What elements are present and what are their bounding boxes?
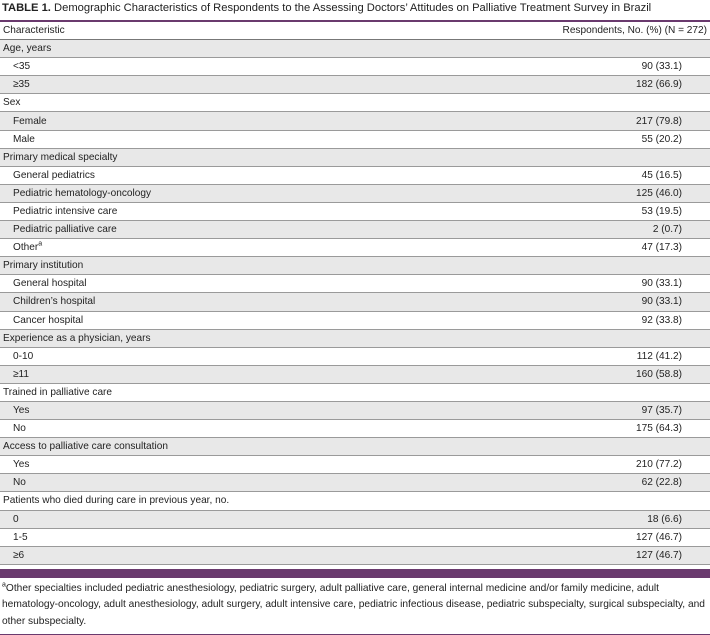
row-label-text: Children’s hospital bbox=[13, 296, 96, 308]
row-label-text: Experience as a physician, years bbox=[3, 332, 151, 344]
row-value: 182 (66.9) bbox=[635, 79, 682, 91]
row-label-text: Other bbox=[13, 242, 39, 254]
table-row bbox=[0, 420, 710, 438]
row-label-text: Primary institution bbox=[3, 260, 84, 272]
row-label-text: Pediatric intensive care bbox=[13, 205, 118, 217]
row-value bbox=[440, 329, 710, 347]
row-label-text: 0-10 bbox=[13, 350, 34, 362]
table-row bbox=[0, 239, 710, 257]
table-row bbox=[0, 401, 710, 419]
row-label-text: Pediatric palliative care bbox=[13, 224, 117, 236]
row-label bbox=[0, 112, 440, 130]
row-label bbox=[0, 275, 440, 293]
table-row bbox=[0, 311, 710, 329]
row-label bbox=[0, 184, 440, 202]
table-row bbox=[0, 365, 710, 383]
row-value bbox=[440, 40, 710, 58]
table-row bbox=[0, 528, 710, 546]
row-label-text: <35 bbox=[13, 61, 31, 73]
table-row bbox=[0, 474, 710, 492]
row-label-text: Yes bbox=[13, 459, 30, 471]
row-value: 125 (46.0) bbox=[635, 187, 682, 199]
row-label-text: Female bbox=[13, 115, 47, 127]
group-label bbox=[0, 40, 440, 58]
row-value bbox=[440, 148, 710, 166]
table-caption-label: TABLE 1. bbox=[2, 2, 51, 14]
group-label bbox=[0, 383, 440, 401]
row-value: 127 (46.7) bbox=[635, 549, 682, 561]
row-label-text: ≥35 bbox=[13, 79, 30, 91]
table-group-row bbox=[0, 329, 710, 347]
row-value: 53 (19.5) bbox=[641, 205, 682, 217]
table-row bbox=[0, 202, 710, 220]
row-label-text: 0 bbox=[13, 513, 19, 525]
table-body bbox=[0, 40, 710, 565]
table-row bbox=[0, 347, 710, 365]
row-label bbox=[0, 202, 440, 220]
row-value: 112 (41.2) bbox=[636, 350, 682, 362]
group-label bbox=[0, 492, 440, 510]
table-group-row bbox=[0, 492, 710, 510]
row-label bbox=[0, 221, 440, 239]
footnote-marker: a bbox=[2, 581, 6, 589]
row-value: 90 (33.1) bbox=[641, 61, 682, 73]
group-label bbox=[0, 438, 440, 456]
row-value bbox=[440, 438, 710, 456]
row-value bbox=[440, 257, 710, 275]
row-label bbox=[0, 347, 440, 365]
row-label-text: Trained in palliative care bbox=[3, 386, 113, 398]
table-row bbox=[0, 275, 710, 293]
row-label bbox=[0, 239, 440, 257]
table-row bbox=[0, 221, 710, 239]
row-label-text: General hospital bbox=[13, 278, 87, 290]
row-value bbox=[440, 492, 710, 510]
row-label-text: Patients who died during care in previous year, no. bbox=[3, 495, 230, 507]
table-group-row bbox=[0, 438, 710, 456]
row-value: 18 (6.6) bbox=[647, 513, 682, 525]
table-group-row bbox=[0, 257, 710, 275]
group-label bbox=[0, 257, 440, 275]
row-label-text: Male bbox=[13, 133, 35, 145]
table-group-row bbox=[0, 94, 710, 112]
group-label bbox=[0, 148, 440, 166]
table-row bbox=[0, 130, 710, 148]
group-label bbox=[0, 329, 440, 347]
row-label-text: Yes bbox=[13, 405, 30, 417]
table-row bbox=[0, 76, 710, 94]
row-label-text: No bbox=[13, 423, 26, 435]
row-label-text: Access to palliative care consultation bbox=[3, 441, 168, 453]
table-group-row bbox=[0, 148, 710, 166]
header-respondents: Respondents, No. (%) (N = 272) bbox=[562, 25, 707, 37]
row-label-text: Primary medical specialty bbox=[3, 151, 118, 163]
table-footnote bbox=[0, 578, 710, 631]
row-label bbox=[0, 510, 440, 528]
row-label bbox=[0, 528, 440, 546]
row-label-text: Cancer hospital bbox=[13, 314, 84, 326]
row-label-text: Age, years bbox=[3, 43, 52, 55]
row-label-text: ≥6 bbox=[13, 549, 25, 561]
row-label bbox=[0, 420, 440, 438]
row-label-text: General pediatrics bbox=[13, 169, 95, 181]
row-label-text: 1-5 bbox=[13, 531, 28, 543]
table-row bbox=[0, 293, 710, 311]
row-label bbox=[0, 456, 440, 474]
row-label bbox=[0, 130, 440, 148]
table-row bbox=[0, 546, 710, 564]
row-label-text: ≥11 bbox=[13, 368, 30, 380]
table-bottom-rule bbox=[0, 569, 710, 578]
row-value: 55 (20.2) bbox=[641, 133, 682, 145]
table-header-row bbox=[0, 21, 710, 40]
table-row bbox=[0, 112, 710, 130]
row-label bbox=[0, 58, 440, 76]
table-row bbox=[0, 456, 710, 474]
row-value: 45 (16.5) bbox=[641, 169, 682, 181]
row-value bbox=[440, 94, 710, 112]
table-row bbox=[0, 510, 710, 528]
row-value: 160 (58.8) bbox=[635, 368, 682, 380]
table-group-row bbox=[0, 383, 710, 401]
table-caption bbox=[0, 0, 710, 20]
row-label-text: No bbox=[13, 477, 26, 489]
row-value: 47 (17.3) bbox=[641, 242, 682, 254]
footnote-text: Other specialties included pediatric anesthesiology, pediatric surgery, adult palliative care, general internal medicine and/or family medicine, adult hematology-oncology, adult anesthesiology, adult surgery, adult intensive care, pediatric infectious disease, pediatric subspecialty, surgical subspecialty, and other subspecialty. bbox=[2, 582, 705, 627]
row-label bbox=[0, 166, 440, 184]
footnote-ref: a bbox=[38, 240, 43, 248]
group-label bbox=[0, 94, 440, 112]
row-label bbox=[0, 401, 440, 419]
row-label bbox=[0, 546, 440, 564]
table-row bbox=[0, 166, 710, 184]
row-value: 62 (22.8) bbox=[641, 477, 682, 489]
row-label-text: Pediatric hematology-oncology bbox=[13, 187, 152, 199]
row-value: 175 (64.3) bbox=[635, 423, 682, 435]
table-row bbox=[0, 184, 710, 202]
table-caption-text: Demographic Characteristics of Respondents to the Assessing Doctors’ Attitudes on Palliative Treatment Survey in Brazil bbox=[50, 2, 652, 14]
table-row bbox=[0, 58, 710, 76]
row-label bbox=[0, 76, 440, 94]
row-value: 210 (77.2) bbox=[635, 459, 682, 471]
row-label bbox=[0, 365, 440, 383]
row-value: 127 (46.7) bbox=[635, 531, 682, 543]
table-group-row bbox=[0, 40, 710, 58]
row-label bbox=[0, 293, 440, 311]
row-value: 2 (0.7) bbox=[652, 224, 682, 236]
row-value: 217 (79.8) bbox=[635, 115, 682, 127]
header-characteristic: Characteristic bbox=[3, 25, 65, 37]
row-label bbox=[0, 474, 440, 492]
row-value: 90 (33.1) bbox=[641, 278, 682, 290]
row-label bbox=[0, 311, 440, 329]
row-label-text: Sex bbox=[3, 97, 21, 109]
row-value: 90 (33.1) bbox=[641, 296, 682, 308]
row-value: 97 (35.7) bbox=[641, 405, 682, 417]
row-value: 92 (33.8) bbox=[641, 314, 682, 326]
demographics-table bbox=[0, 20, 710, 565]
row-value bbox=[440, 383, 710, 401]
